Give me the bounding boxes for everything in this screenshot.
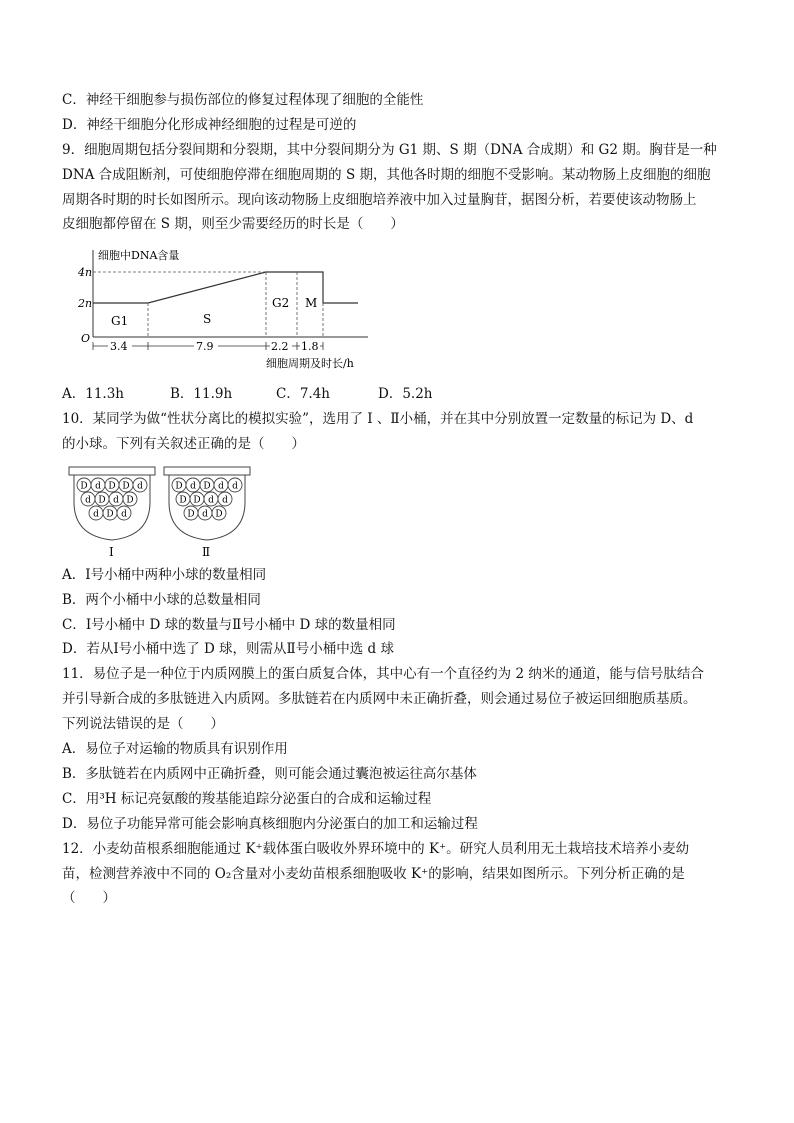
q9-options: [62, 382, 742, 407]
q12-stem-line1: 12．小麦幼苗根系细胞能通过 K⁺载体蛋白吸收外界环境中的 K⁺。研究人员利用无土栽培技术培养小麦幼: [62, 841, 690, 857]
phase-label-s: S: [203, 312, 212, 326]
bucket-2-ball-label: D: [175, 481, 183, 492]
q9-stem-line4: 皮细胞都停留在 S 期，则至少需要经历的时长是（ ）: [62, 216, 404, 232]
bucket-2-ball-label: d: [190, 481, 196, 492]
q9-stem-line1: 9．细胞周期包括分裂间期和分裂期，其中分裂间期分为 G1 期、S 期（DNA 合成期）和 G2 期。胸苷是一种: [62, 142, 717, 158]
bucket-2-ball-label: D: [179, 495, 187, 506]
bucket-1-label: Ⅰ: [109, 545, 114, 559]
bucket-2-ball-label: d: [202, 509, 208, 520]
q10-stem-line2: 的小球。下列有关叙述正确的是（ ）: [62, 436, 305, 452]
bucket-2-ball-label: d: [222, 495, 228, 506]
q10-option-a[interactable]: A．Ⅰ号小桶中两种小球的数量相同: [62, 567, 267, 583]
bucket-2: [164, 467, 250, 559]
bucket-1-rim: [69, 467, 155, 475]
bucket-2-label: Ⅱ: [202, 545, 211, 559]
phase-label-m: M: [305, 296, 318, 310]
q9-option-b[interactable]: B．11.9h: [170, 386, 233, 402]
q9-stem-line3: 周期各时期的时长如图所示。现向该动物肠上皮细胞培养液中加入过量胸苷，据图分析，若要使该动物肠上: [62, 192, 697, 208]
q11-option-b[interactable]: B．多肽链若在内质网中正确折叠，则可能会通过囊泡被运往高尔基体: [62, 766, 477, 782]
q12-stem-line3: （ ）: [62, 890, 116, 906]
bucket-1-ball-label: d: [121, 509, 127, 520]
q11-stem-line2: 并引导新合成的多肽链进入内质网。多肽链若在内质网中未正确折叠，则会通过易位子被运回细胞质基质。: [62, 691, 697, 707]
bucket-2-ball-label: D: [203, 481, 211, 492]
bucket-2-ball-label: D: [193, 495, 201, 506]
q9-dna-content-figure: [78, 245, 378, 373]
dna-content-curve: [93, 272, 358, 303]
bucket-2-ball-label: d: [232, 481, 238, 492]
q9-option-d[interactable]: D．5.2h: [378, 386, 433, 402]
q9-option-c[interactable]: C．7.4h: [276, 386, 330, 402]
bucket-1-ball-label: d: [95, 481, 101, 492]
q10-option-c[interactable]: C．Ⅰ号小桶中 D 球的数量与Ⅱ号小桶中 D 球的数量相同: [62, 617, 396, 633]
q9-stem-line2: DNA 合成阻断剂，可使细胞停滞在细胞周期的 S 期，其他各时期的细胞不受影响。某动物肠上皮细胞的细胞: [62, 167, 711, 183]
q11-stem-line3: 下列说法错误的是（ ）: [62, 716, 224, 732]
q9-option-a[interactable]: A．11.3h: [62, 386, 125, 402]
bucket-2-balls: [172, 478, 242, 520]
q10-stem-line1: 10．某同学为做“性状分离比的模拟实验”，选用了 Ⅰ 、Ⅱ小桶，并在其中分别放置一定数量的标记为 D、d: [62, 411, 694, 427]
phase-label-g1: G1: [111, 314, 129, 328]
y-axis-label: 细胞中DNA含量: [98, 249, 180, 262]
bucket-1-ball-label: d: [85, 495, 91, 506]
bucket-1-ball-label: D: [80, 481, 88, 492]
bucket-1-ball-label: D: [126, 495, 134, 506]
bucket-1: [69, 467, 155, 559]
origin-label: O: [81, 332, 91, 345]
y-tick-4n: 4n: [78, 266, 93, 279]
duration-s: 7.9: [196, 340, 214, 353]
q11-stem-line1: 11．易位子是一种位于内质网膜上的蛋白质复合体，其中心有一个直径约为 2 纳米的通道，能与信号肽结合: [62, 666, 704, 682]
bucket-1-balls: [77, 478, 147, 520]
bucket-2-rim: [164, 467, 250, 475]
q10-option-d[interactable]: D．若从Ⅰ号小桶中选了 D 球，则需从Ⅱ号小桶中选 d 球: [62, 641, 394, 657]
bucket-1-ball-label: d: [93, 509, 99, 520]
phase-label-g2: G2: [272, 296, 290, 310]
q12-stem-line2: 苗，检测营养液中不同的 O₂含量对小麦幼苗根系细胞吸收 K⁺的影响，结果如图所示。下列分析正确的是: [62, 866, 685, 882]
bucket-1-ball-label: D: [106, 509, 114, 520]
duration-g2: 2.2: [271, 340, 289, 353]
duration-m: 1.8: [301, 340, 319, 353]
duration-g1: 3.4: [110, 340, 128, 353]
bucket-2-ball-label: d: [218, 481, 224, 492]
bucket-2-ball-label: d: [208, 495, 214, 506]
q10-option-b[interactable]: B．两个小桶中小球的总数量相同: [62, 592, 261, 608]
q8-option-d: D．神经干细胞分化形成神经细胞的过程是可逆的: [62, 117, 357, 133]
bucket-2-ball-label: D: [187, 509, 195, 520]
q8-option-c: C．神经干细胞参与损伤部位的修复过程体现了细胞的全能性: [62, 92, 424, 108]
q11-option-d[interactable]: D．易位子功能异常可能会影响真核细胞内分泌蛋白的加工和运输过程: [62, 816, 478, 832]
bucket-1-ball-label: D: [98, 495, 106, 506]
bucket-1-ball-label: d: [113, 495, 119, 506]
x-axis-label: 细胞周期及时长/h: [266, 357, 354, 370]
bucket-1-ball-label: d: [137, 481, 143, 492]
q11-option-c[interactable]: C．用³H 标记亮氨酸的羧基能追踪分泌蛋白的合成和运输过程: [62, 791, 432, 807]
bucket-1-ball-label: D: [122, 481, 130, 492]
y-tick-2n: 2n: [78, 297, 93, 310]
bucket-2-ball-label: D: [215, 509, 223, 520]
q11-option-a[interactable]: A．易位子对运输的物质具有识别作用: [62, 741, 288, 757]
q10-buckets-figure: [66, 464, 256, 560]
bucket-1-ball-label: D: [108, 481, 116, 492]
